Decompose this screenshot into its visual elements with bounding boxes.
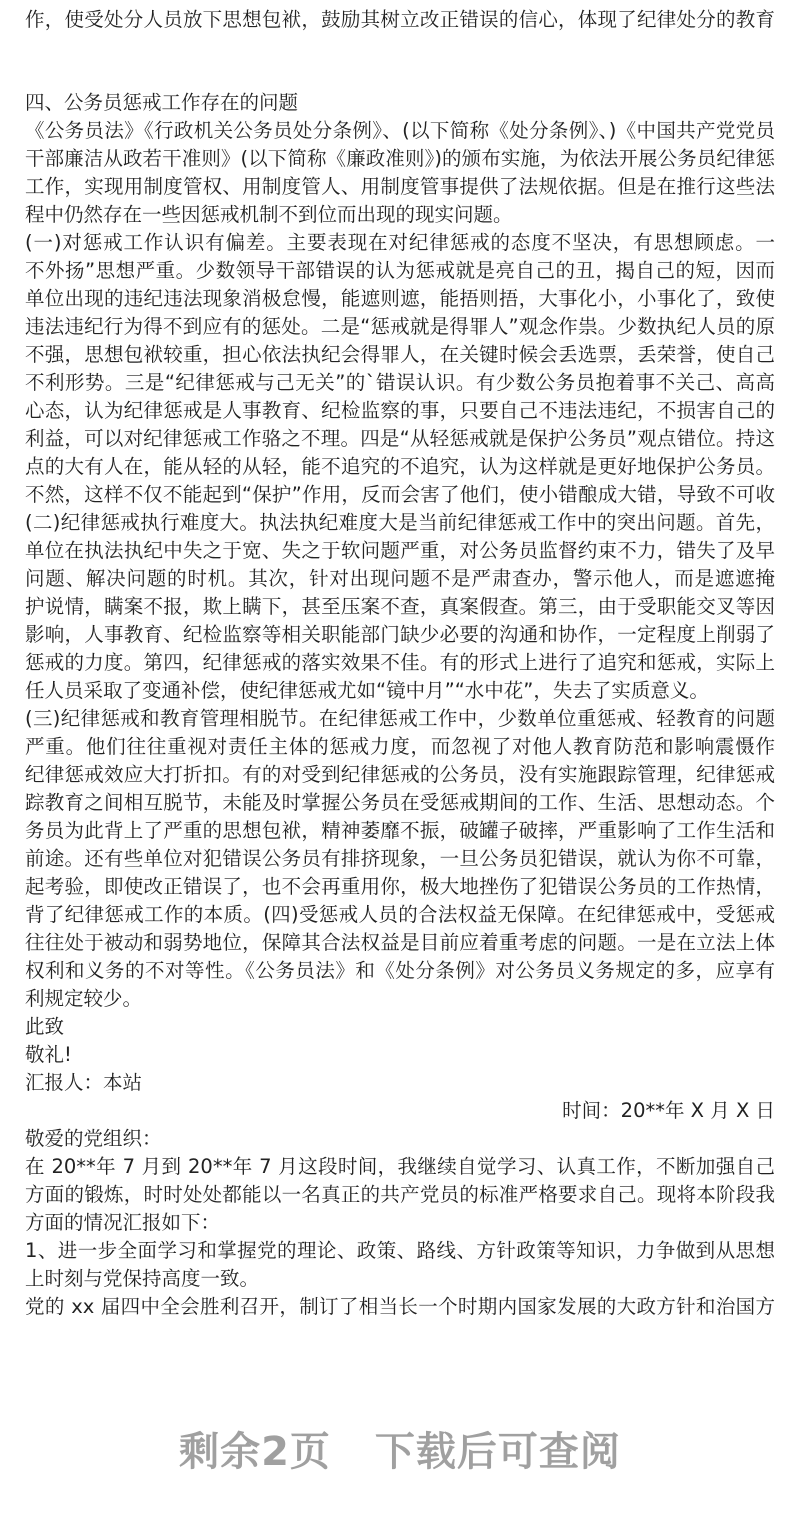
- text-line: 违法违纪行为得不到应有的惩处。二是“惩戒就是得罪人”观念作祟。少数执纪人员的原: [25, 315, 775, 338]
- text-line: 起考验，即使改正错误了，也不会再重用你，极大地挫伤了犯错误公务员的工作热情，: [25, 875, 775, 898]
- text-line: 《公务员法》《行政机关公务员处分条例》、(以下简称《处分条例》、)《中国共产党党员: [25, 119, 775, 142]
- text-line: 前途。还有些单位对犯错误公务员有排挤现象，一旦公务员犯错误，就认为你不可靠，: [25, 847, 775, 870]
- text-line: 方面的锻炼，时时处处都能以一名真正的共产党员的标准严格要求自己。现将本阶段我: [25, 1183, 775, 1206]
- text-line: 单位出现的违纪违法现象消极怠慢，能遮则遮，能捂则捂，大事化小，小事化了，致使: [25, 287, 775, 310]
- text-line: 此致: [25, 1015, 65, 1038]
- download-to-view-label: 下载后可查阅: [374, 1429, 621, 1475]
- text-line: 严重。他们往往重视对责任主体的惩戒力度，而忽视了对他人教育防范和影响震慑作: [25, 735, 775, 758]
- text-line: 作，使受处分人员放下思想包袱，鼓励其树立改正错误的信心，体现了纪律处分的教育: [25, 8, 775, 31]
- text-line: 背了纪律惩戒工作的本质。(四)受惩戒人员的合法权益无保障。在纪律惩戒中，受惩戒: [25, 903, 775, 926]
- text-line: 单位在执法执纪中失之于宽、失之于软问题严重，对公务员监督约束不力，错失了及早: [25, 539, 775, 562]
- text-line: 权利和义务的不对等性。《公务员法》和《处分条例》对公务员义务规定的多，应享有: [25, 959, 775, 982]
- text-line: 不外扬”思想严重。少数领导干部错误的认为惩戒就是亮自己的丑，揭自己的短，因而: [25, 259, 775, 282]
- text-line: 敬礼!: [25, 1043, 72, 1066]
- text-line: 程中仍然存在一些因惩戒机制不到位而出现的现实问题。: [25, 203, 513, 226]
- text-line: 时间：20**年 X 月 X 日: [562, 1099, 775, 1122]
- text-line: 工作，实现用制度管权、用制度管人、用制度管事提供了法规依据。但是在推行这些法: [25, 175, 775, 198]
- document-body: [25, 89, 775, 1321]
- text-line: 在 20**年 7 月到 20**年 7 月这段时间，我继续自觉学习、认真工作，不断加强自己: [25, 1155, 775, 1178]
- text-line: 影响，人事教育、纪检监察等相关职能部门缺少必要的沟通和协作，一定程度上削弱了: [25, 623, 775, 646]
- text-line: (一)对惩戒工作认识有偏差。主要表现在对纪律惩戒的态度不坚决，有思想顾虑。一: [25, 231, 775, 254]
- download-prompt-banner[interactable]: [0, 1420, 800, 1477]
- text-line: (三)纪律惩戒和教育管理相脱节。在纪律惩戒工作中，少数单位重惩戒、轻教育的问题: [25, 707, 775, 730]
- text-line: 任人员采取了变通补偿，使纪律惩戒尤如“镜中月”“水中花”，失去了实质意义。: [25, 679, 709, 702]
- document-top-fragment: [25, 6, 775, 34]
- text-line: 敬爱的党组织：: [25, 1127, 162, 1150]
- text-line: 纪律惩戒效应大打折扣。有的对受到纪律惩戒的公务员，没有实施跟踪管理，纪律惩戒: [25, 763, 775, 786]
- text-line: (二)纪律惩戒执行难度大。执法执纪难度大是当前纪律惩戒工作中的突出问题。首先，: [25, 511, 775, 534]
- text-line: 利益，可以对纪律惩戒工作骆之不理。四是“从轻惩戒就是保护公务员”观点错位。持这: [25, 427, 775, 450]
- remaining-pages-label: 剩余2页: [179, 1429, 331, 1475]
- text-line: 往往处于被动和弱势地位，保障其合法权益是目前应着重考虑的问题。一是在立法上体: [25, 931, 775, 954]
- text-line: 利规定较少。: [25, 987, 143, 1010]
- text-line: 护说情，瞒案不报，欺上瞒下，甚至压案不查，真案假查。第三，由于受职能交叉等因: [25, 595, 775, 618]
- text-line: 党的 xx 届四中全会胜利召开，制订了相当长一个时期内国家发展的大政方针和治国方: [25, 1295, 775, 1318]
- text-line: 汇报人：本站: [25, 1071, 143, 1094]
- text-line: 1、进一步全面学习和掌握党的理论、政策、路线、方针政策等知识，力争做到从思想: [25, 1239, 775, 1262]
- text-line: 不然，这样不仅不能起到“保护”作用，反而会害了他们，使小错酿成大错，导致不可收: [25, 483, 775, 506]
- text-line: 干部廉洁从政若干准则》(以下简称《廉政准则》)的颁布实施，为依法开展公务员纪律惩: [25, 147, 775, 170]
- text-line: 上时刻与党保持高度一致。: [25, 1267, 260, 1290]
- text-line: 不强，思想包袱较重，担心依法执纪会得罪人，在关键时候会丢选票，丢荣誉，使自己: [25, 343, 775, 366]
- text-line: 问题、解决问题的时机。其次，针对出现问题不是严肃查办，警示他人，而是遮遮掩: [25, 567, 775, 590]
- text-line: 踪教育之间相互脱节，未能及时掌握公务员在受惩戒期间的工作、生活、思想动态。个: [25, 791, 775, 814]
- text-line: 方面的情况汇报如下：: [25, 1211, 221, 1234]
- text-line: 点的大有人在，能从轻的从轻，能不追究的不追究，认为这样就是更好地保护公务员。: [25, 455, 775, 478]
- text-line: 不利形势。三是“纪律惩戒与己无关”的`错误认识。有少数公务员抱着事不关己、高高: [25, 371, 775, 394]
- text-line: 务员为此背上了严重的思想包袱，精神萎靡不振，破罐子破摔，严重影响了工作生活和: [25, 819, 775, 842]
- text-line: 四、公务员惩戒工作存在的问题: [25, 91, 299, 114]
- text-line: 心态，认为纪律惩戒是人事教育、纪检监察的事，只要自己不违法违纪，不损害自己的: [25, 399, 775, 422]
- text-line: 惩戒的力度。第四，纪律惩戒的落实效果不佳。有的形式上进行了追究和惩戒，实际上: [25, 651, 775, 674]
